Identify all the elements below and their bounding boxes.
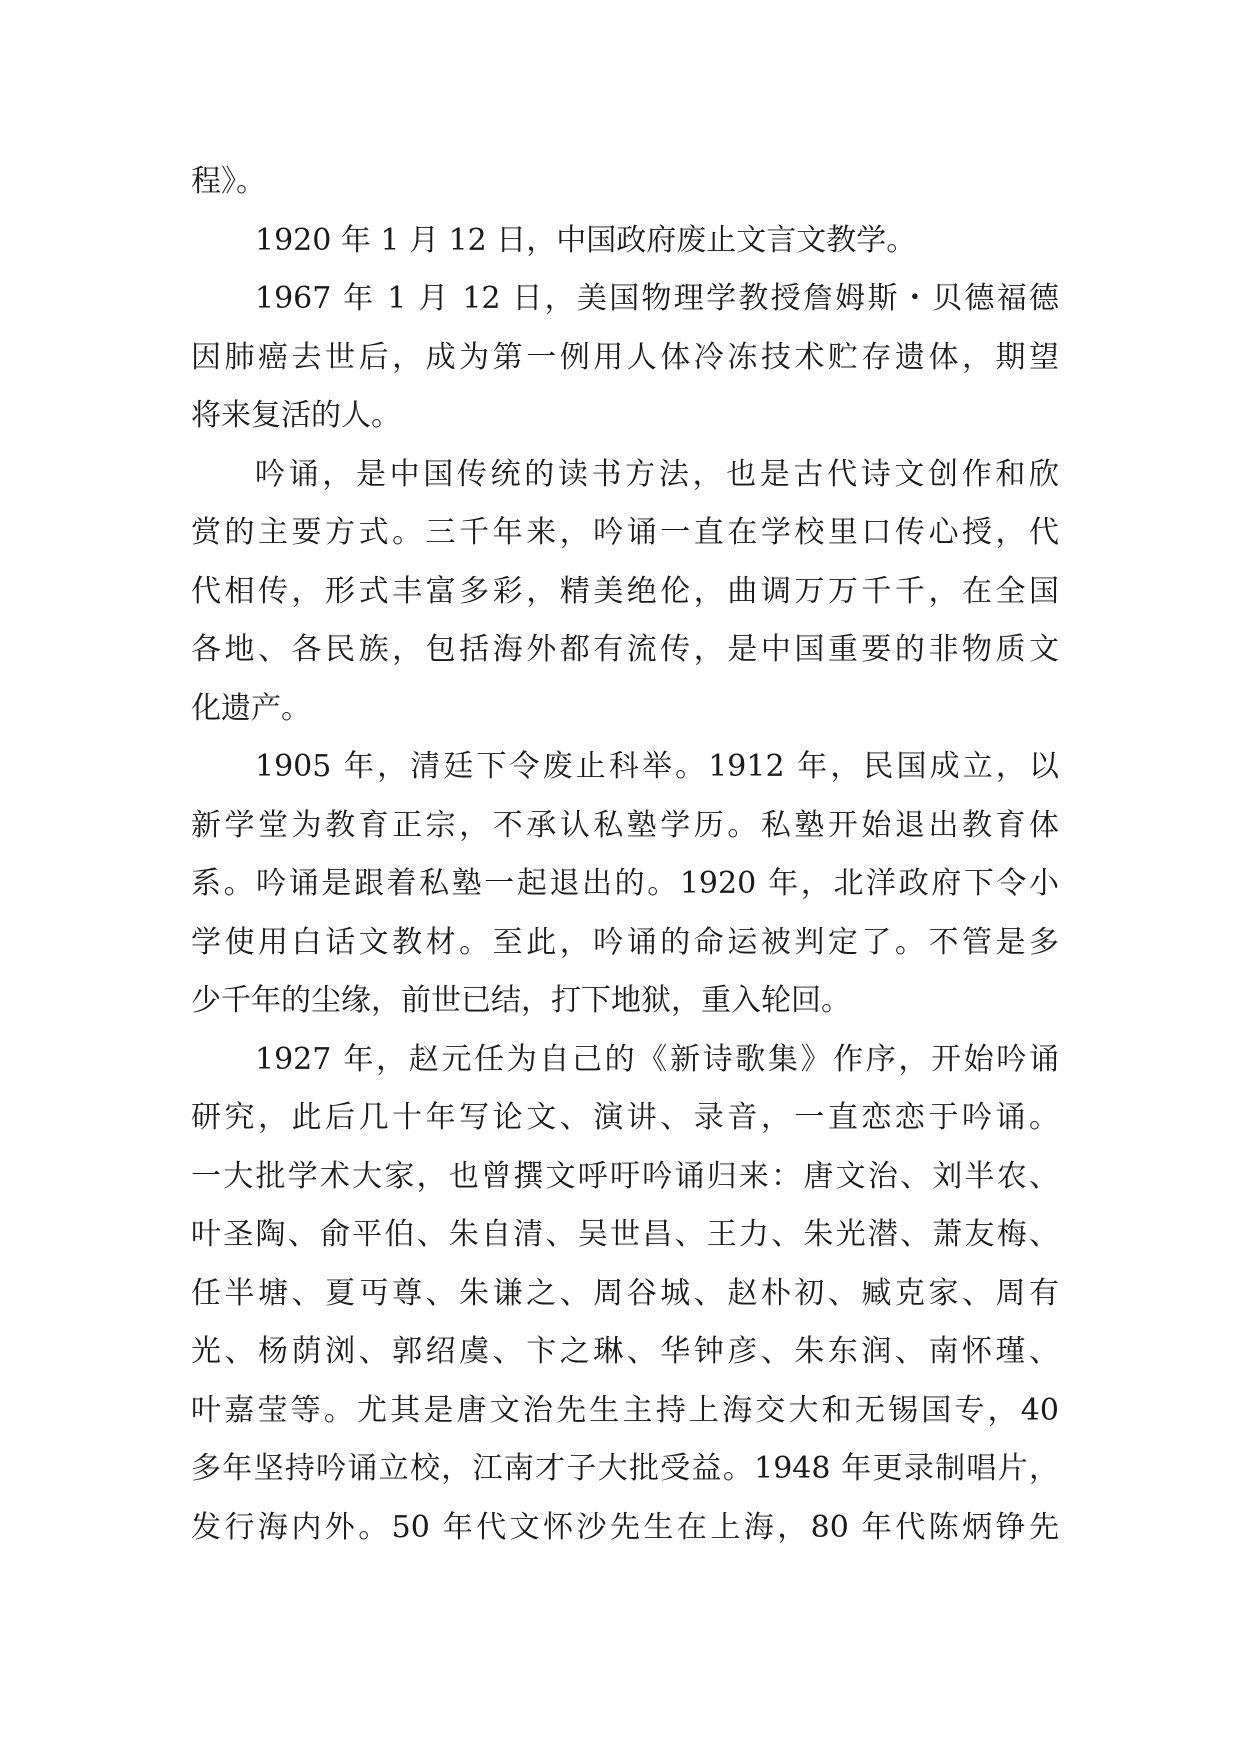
- text-line: 一大批学术大家，也曾撰文呼吁吟诵归来：唐文治、刘半农、: [191, 1158, 1059, 1194]
- text-line: 各地、各民族，包括海外都有流传，是中国重要的非物质文: [191, 632, 1059, 667]
- text-line: 因肺癌去世后，成为第一例用人体冷冻技术贮存遗体，期望: [191, 339, 1059, 375]
- text-line: 叶圣陶、俞平伯、朱自清、吴世昌、王力、朱光潜、萧友梅、: [191, 1217, 1059, 1252]
- text-line: 学使用白话文教材。至此，吟诵的命运被判定了。不管是多: [191, 924, 1059, 960]
- text-line: 研究，此后几十年写论文、演讲、录音，一直恋恋于吟诵。: [191, 1100, 1059, 1135]
- text-line: 程》。: [191, 164, 266, 199]
- text-line: 任半塘、夏丏尊、朱谦之、周谷城、赵朴初、臧克家、周有: [191, 1275, 1059, 1311]
- text-line: 1920 年 1 月 12 日，中国政府废止文言文教学。: [255, 222, 917, 258]
- text-line: 光、杨荫浏、郭绍虞、卞之琳、华钟彦、朱东润、南怀瑾、: [191, 1334, 1059, 1369]
- text-line: 赏的主要方式。三千年来，吟诵一直在学校里口传心授，代: [191, 515, 1059, 550]
- text-line: 化遗产。: [191, 690, 311, 726]
- text-line: 发行海内外。50 年代文怀沙先生在上海，80 年代陈炳铮先: [191, 1509, 1059, 1545]
- text-line: 1967 年 1 月 12 日，美国物理学教授詹姆斯・贝德福德: [255, 281, 1059, 316]
- text-line: 代相传，形式丰富多彩，精美绝伦，曲调万万千千，在全国: [191, 573, 1059, 609]
- text-line: 1905 年，清廷下令废止科举。1912 年，民国成立，以: [255, 749, 1059, 784]
- text-line: 多年坚持吟诵立校，江南才子大批受益。1948 年更录制唱片，: [191, 1451, 1059, 1486]
- document-body: [191, 153, 1059, 1557]
- text-line: 新学堂为教育正宗，不承认私塾学历。私塾开始退出教育体: [191, 807, 1059, 843]
- text-line: 吟诵，是中国传统的读书方法，也是古代诗文创作和欣: [255, 456, 1059, 492]
- text-line: 将来复活的人。: [191, 398, 401, 433]
- text-line: 系。吟诵是跟着私塾一起退出的。1920 年，北洋政府下令小: [191, 866, 1059, 901]
- text-line: 叶嘉莹等。尤其是唐文治先生主持上海交大和无锡国专，40: [191, 1392, 1059, 1428]
- text-line: 少千年的尘缘，前世已结，打下地狱，重入轮回。: [191, 983, 851, 1018]
- text-line: 1927 年，赵元任为自己的《新诗歌集》作序，开始吟诵: [255, 1041, 1059, 1077]
